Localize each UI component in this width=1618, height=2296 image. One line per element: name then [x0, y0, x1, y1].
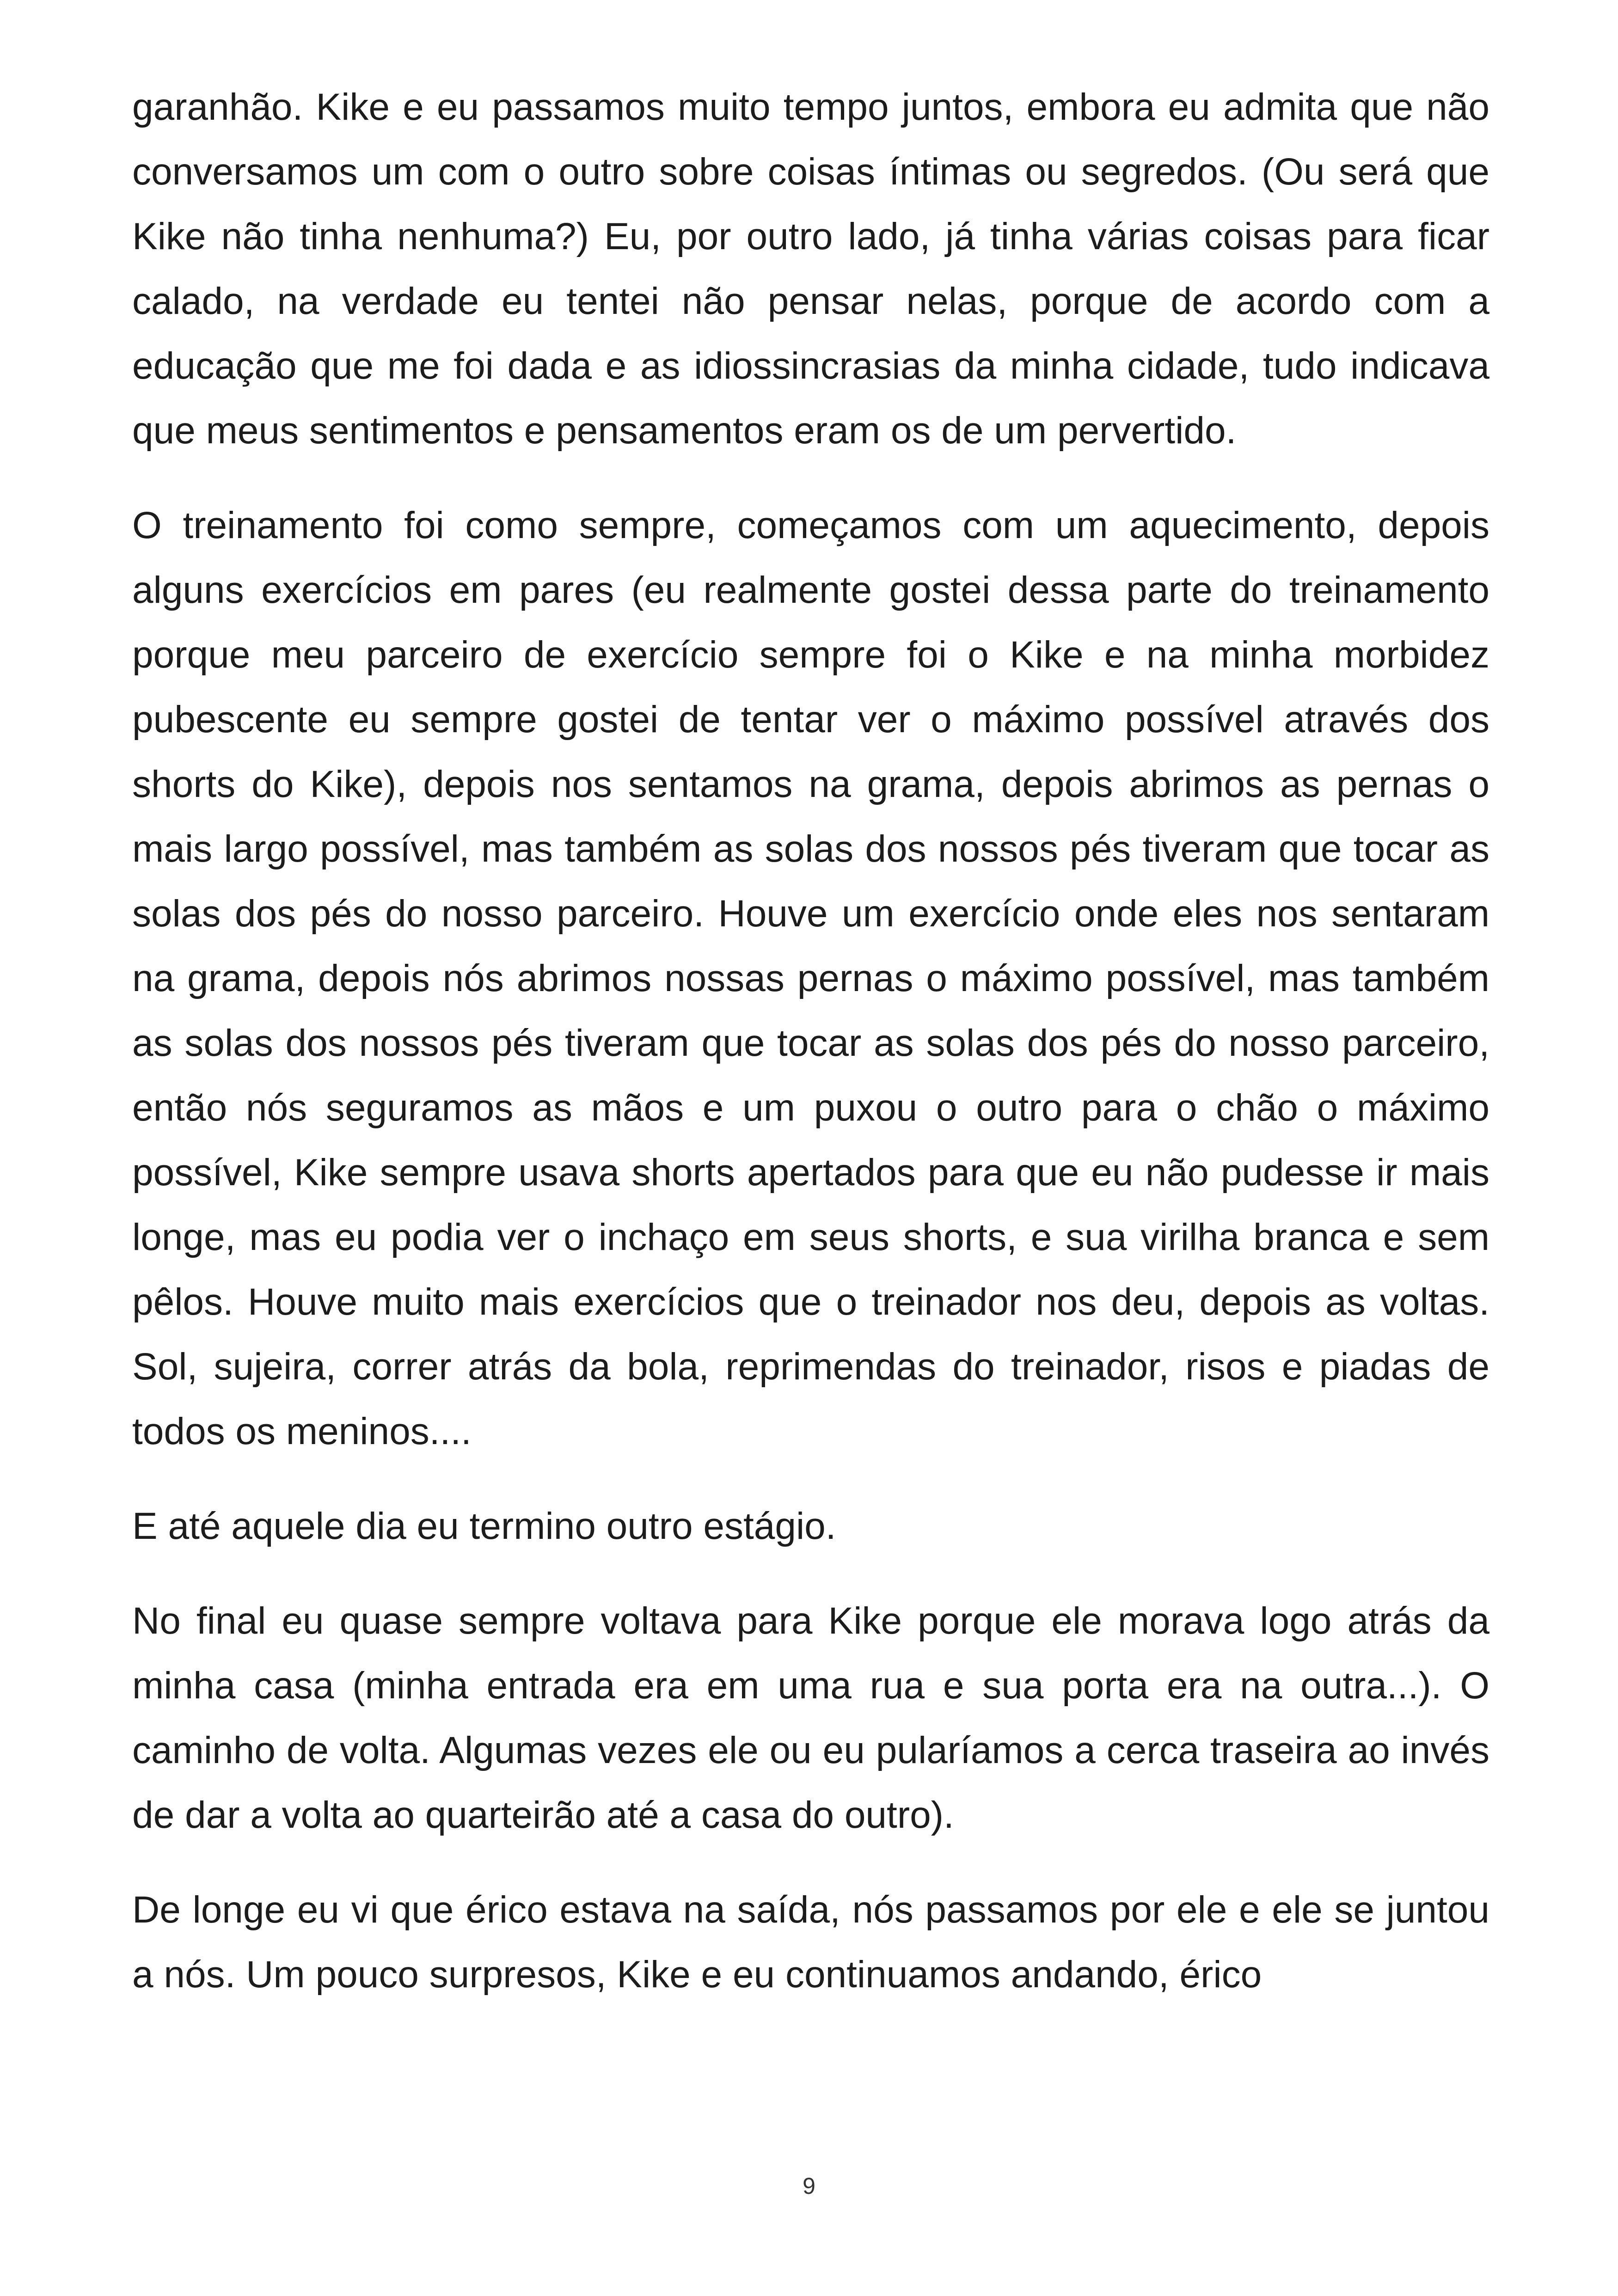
- paragraph-4: No final eu quase sempre voltava para Kike porque ele morava logo atrás da minha casa (minha entrada era em uma rua e sua porta era na outra...). O caminho de volta. Algumas vezes ele ou eu pularíamos a cerca traseira ao invés de dar a volta ao quarteirão até a casa do outro).: [132, 1600, 1489, 1836]
- paragraph-5: De longe eu vi que érico estava na saída, nós passamos por ele e ele se juntou a nós. Um pouco surpresos, Kike e eu continuamos andando, érico: [132, 1889, 1489, 1996]
- page-number: 9: [803, 2173, 815, 2199]
- paragraph-1: garanhão. Kike e eu passamos muito tempo juntos, embora eu admita que não conversamos um com o outro sobre coisas íntimas ou segredos. (Ou será que Kike não tinha nenhuma?) Eu, por outro lado, já tinha várias coisas para ficar calado, na verdade eu tentei não pensar nelas, porque de acordo com a educação que me foi dada e as idiossincrasias da minha cidade, tudo indicava que meus sentimentos e pensamentos eram os de um pervertido.: [132, 86, 1489, 452]
- paragraph-3: E até aquele dia eu termino outro estágio.: [132, 1505, 836, 1547]
- body-text: [132, 75, 1489, 2037]
- paragraph-2: O treinamento foi como sempre, começamos com um aquecimento, depois alguns exercícios em pares (eu realmente gostei dessa parte do treinamento porque meu parceiro de exercício sempre foi o Kike e na minha morbidez pubescente eu sempre gostei de tentar ver o máximo possível através dos shorts do Kike), depois nos sentamos na grama, depois abrimos as pernas o mais largo possível, mas também as solas dos nossos pés tiveram que tocar as solas dos pés do nosso parceiro. Houve um exercício onde eles nos sentaram na grama, depois nós abrimos nossas pernas o máximo possível, mas também as solas dos nossos pés tiveram que tocar as solas dos pés do nosso parceiro, então nós seguramos as mãos e um puxou o outro para o chão o máximo possível, Kike sempre usava shorts apertados para que eu não pudesse ir mais longe, mas eu podia ver o inchaço em seus shorts, e sua virilha branca e sem pêlos. Houve muito mais exercícios que o treinador nos deu, depois as voltas. Sol, sujeira, correr atrás da bola, reprimendas do treinador, risos e piadas de todos os meninos....: [132, 504, 1489, 1452]
